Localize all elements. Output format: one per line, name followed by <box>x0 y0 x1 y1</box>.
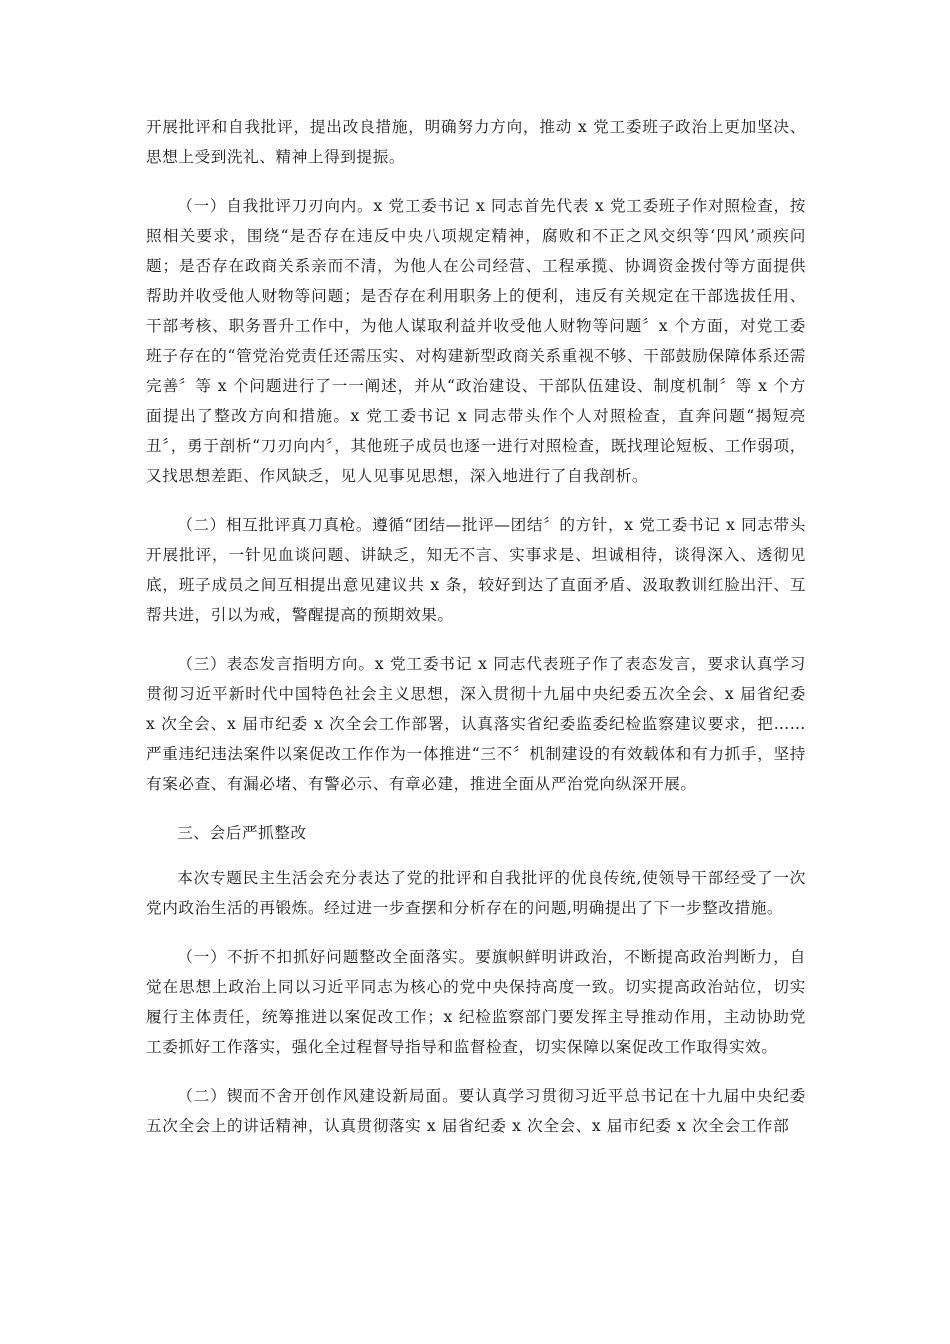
paragraph-rectification-1: （一）不折不扣抓好问题整改全面落实。要旗帜鲜明讲政治，不断提高政治判断力，自觉在思想上政治上同以习近平同志为核心的党中央保持高度一致。切实提高政治站位，切实履行主体责任，统筹推进以案促改工作；x 纪检监察部门要发挥主导推动作用，主动协助党工委抓好工作落实，强化全过程督导指导和监督检查，切实保障以案促改工作取得实效。 <box>146 948 806 1056</box>
paragraph-continuation: 开展批评和自我批评，提出改良措施，明确努力方向，推动 x 党工委班子政治上更加坚决、思想上受到洗礼、精神上得到提振。 <box>146 118 806 166</box>
paragraph-self-criticism: （一）自我批评刀刃向内。x 党工委书记 x 同志首先代表 x 党工委班子作对照检查，按照相关要求，围绕“是否存在违反中央八项规定精神，腐败和不正之风交织等‘四风’顽疾问题；是否存在政商关系亲而不清，为他人在公司经营、工程承揽、协调资金拨付等方面提供帮助并收受他人财物等问题；是否存在利用职务上的便利，违反有关规定在干部选拔任用、干部考核、职务晋升工作中，为他人谋取利益并收受他人财物等问题〞x 个方面，对党工委班子存在的“管党治党责任还需压实、对构建新型政商关系重视不够、干部鼓励保障体系还需完善〞等 x 个问题进行了一一阐述，并从“政治建设、干部队伍建设、制度机制〞等 x 个方面提出了整改方向和措施。x 党工委书记 x 同志带头作个人对照检查，直奔问题“揭短亮丑〞，勇于剖析“刀刃向内〞，其他班子成员也逐一进行对照检查，既找理论短板、工作弱项，又找思想差距、作风缺乏，见人见事见思想，深入地进行了自我剖析。 <box>146 197 806 485</box>
paragraph-summary: 本次专题民主生活会充分表达了党的批评和自我批评的优良传统,使领导干部经受了一次党内政治生活的再锻炼。经过进一步查摆和分析存在的问题,明确提出了下一步整改措施。 <box>146 869 806 917</box>
section-heading-rectification: 三、会后严抓整改 <box>177 824 307 842</box>
paragraph-mutual-criticism: （二）相互批评真刀真枪。遵循“团结—批评—团结〞的方针，x 党工委书记 x 同志带头开展批评，一针见血谈问题、讲缺乏，知无不言、实事求是、坦诚相待，谈得深入、透彻见底，班子成员之间互相提出意见建议共 x 条，较好到达了直面矛盾、汲取教训红脸出汗、互帮共进，引以为戒，警醒提高的预期效果。 <box>146 516 806 624</box>
paragraph-rectification-2: （二）锲而不舍开创作风建设新局面。要认真学习贯彻习近平总书记在十九届中央纪委五次全会上的讲话精神，认真贯彻落实 x 届省纪委 x 次全会、x 届市纪委 x 次全会工作部 <box>146 1087 806 1135</box>
paragraph-statement: （三）表态发言指明方向。x 党工委书记 x 同志代表班子作了表态发言，要求认真学习贯彻习近平新时代中国特色社会主义思想，深入贯彻十九届中央纪委五次全会、x 届省纪委 x 次全会、x 届市纪委 x 次全会工作部署，认真落实省纪委监委纪检监察建议要求，把……严重违纪违法案件以案促改工作作为一体推进“三不〞机制建设的有效载体和有力抓手，坚持有案必查、有漏必堵、有警必示、有章必建，推进全面从严治党向纵深开展。 <box>146 655 806 793</box>
document-body <box>146 112 806 1160</box>
